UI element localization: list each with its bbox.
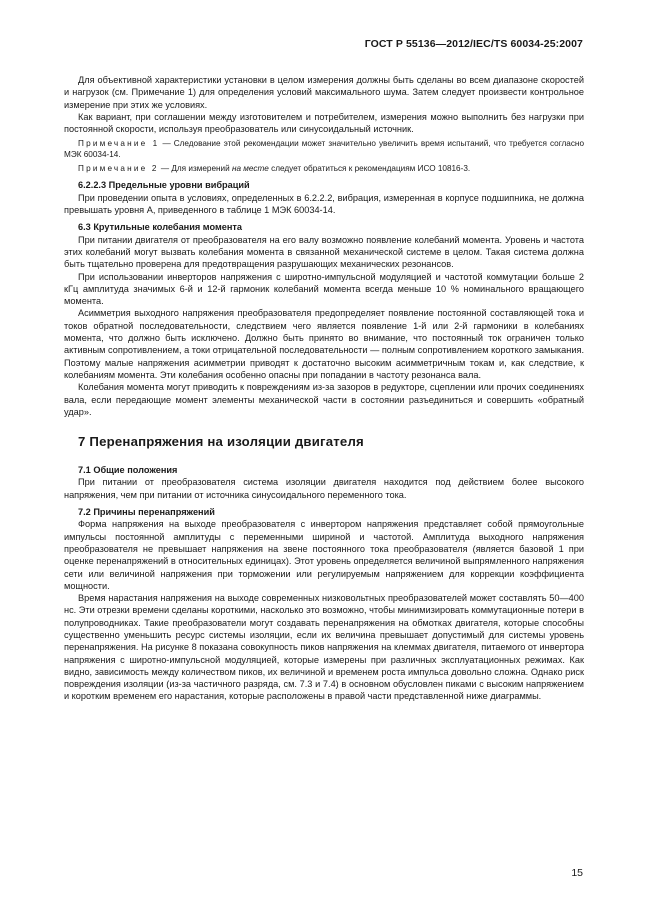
paragraph: Время нарастания напряжения на выходе современных низковольтных преобразователей может составлять 50—400 нс. Эти отрезки времени сделаны короткими, насколько это возможно, чтобы минимизировать коммутационные потери в полупроводниках. Такие преобразователи могут создавать перенапряжения на обмотках двигателя, которые способны существенно уменьшить ресурс системы изоляции, если их величина превышает допустимый для системы уровень перенапряжения. На рисунке 8 показана совокупность пиков напряжения на клеммах двигателя, питаемого от инвертора напряжения с широтно-импульсной модуляцией, которые измерены при различных эксплуатационных режимах. Как видно, зависимость между количеством пиков, их величиной и временем роста импульса довольно сложна. Однако риск повреждения изоляции (из-за частичного разряда, см. 7.3 и 7.4) в основном обусловлен пиками с высоким напряжением и коротким временем его нарастания, которые расположены в правой части представленной ниже диаграммы. [64, 593, 584, 702]
note-label: Примечание 2 [78, 164, 159, 174]
section-heading-7-2: 7.2 Причины перенапряжений [78, 507, 215, 518]
standard-header: ГОСТ Р 55136—2012/IEC/TS 60034-25:2007 [364, 38, 583, 50]
page-body [64, 74, 584, 703]
paragraph: При питании двигателя от преобразователя на его валу возможно появление колебаний момента. Уровень и частота этих колебаний могут вызвать колебания момента в связанной механической системе в целом. Такая система должна быть тщательно проверена для предотвращения разрушающих механических резонансов. [64, 234, 584, 270]
paragraph: Для объективной характеристики установки в целом измерения должны быть сделаны во всем диапазоне скоростей и нагрузок (см. Примечание 1) для определения условий максимального шума. Затем следует произвести контрольное измерение при этих же условиях. [64, 75, 584, 110]
note-text: следует обратиться к рекомендациям ИСО 10816-3. [268, 164, 471, 174]
paragraph: При использовании инверторов напряжения с широтно-импульсной модуляцией и частотой коммутации больше 2 кГц амплитуда значимых 6-й и 12-й гармоник колебаний момента всегда меньше 10 % номинального вращающего момента. [64, 271, 584, 307]
chapter-heading-7: 7 Перенапряжения на изоляции двигателя [78, 434, 364, 450]
section-heading-6-3: 6.3 Крутильные колебания момента [78, 222, 243, 233]
note-text: — Следование этой рекомендации может значительно увеличить время испытаний, что требуется согласно МЭК 60034-14. [64, 139, 584, 160]
paragraph: Колебания момента могут приводить к повреждениям из-за зазоров в редукторе, сцеплении или прочих соединениях вала, если передающие момент элементы механической части в состоянии разъединиться и совершить «обратный удар». [64, 382, 584, 417]
paragraph: Асимметрия выходного напряжения преобразователя предопределяет появление постоянной составляющей тока и токов обратной последовательности, следствием чего является появление 1-й или 2-й гармоники в колебаниях момента, что должно быть исключено. Должно быть принято во внимание, что постоянный ток ограничен только активным сопротивлением, а токи отрицательной последовательности — полным сопротивлением короткого замыкания. Поэтому малые напряжения асимметрии приводят к достаточно высоким асимметричным токам и, как следствие, к колебаниям момента. Эти колебания особенно опасны при попадании в частоту резонанса вала. [64, 308, 584, 380]
page-number: 15 [571, 867, 583, 879]
note-text: — Для измерений [158, 164, 232, 174]
note-2 [64, 163, 584, 174]
note-emphasis: на месте [231, 164, 269, 174]
section-heading-7-1: 7.1 Общие положения [78, 465, 178, 476]
section-heading-6-2-2-3: 6.2.2.3 Предельные уровни вибраций [78, 180, 250, 191]
note-label: Примечание 1 [78, 139, 160, 149]
paragraph: Форма напряжения на выходе преобразователя с инвертором напряжения представляет собой прямоугольные импульсы постоянной амплитуды с переменными шириной и частотой. Амплитуда выходного напряжения преобразователя не превышает напряжения на звене постоянного тока преобразователя (является базовой 1 при оценке перенапряжений в относительных единицах). Этот уровень определяется величиной выпрямленного напряжения сети или величиной напряжения при торможении или регулируемым напряжением для коррекции коэффициента мощности. [64, 519, 584, 591]
note-1 [64, 138, 584, 160]
paragraph: При проведении опыта в условиях, определенных в 6.2.2.2, вибрация, измеренная в корпусе подшипника, не должна превышать уровня А, приведенного в таблице 1 МЭК 60034-14. [64, 192, 584, 216]
paragraph: Как вариант, при соглашении между изготовителем и потребителем, измерения можно выполнить без нагрузки при постоянной скорости, используя преобразователь или синусоидальный источник. [64, 111, 584, 135]
paragraph: При питании от преобразователя система изоляции двигателя находится под действием более высокого напряжения, чем при питании от источника синусоидального переменного тока. [64, 477, 584, 500]
